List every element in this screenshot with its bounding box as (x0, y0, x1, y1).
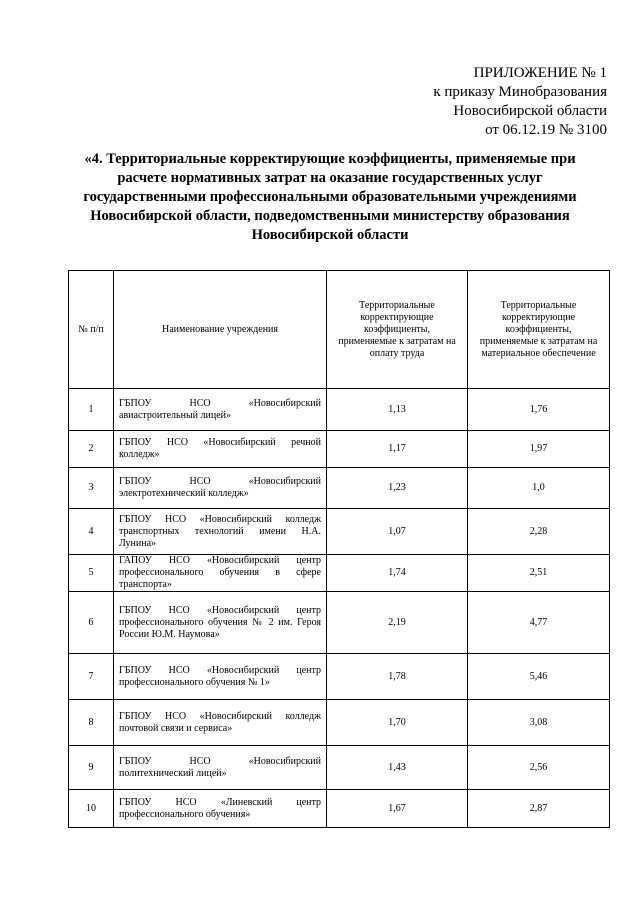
row-number: 10 (69, 790, 114, 828)
labor-coefficient: 1,74 (327, 555, 468, 592)
labor-coefficient: 1,17 (327, 431, 468, 468)
row-number: 6 (69, 592, 114, 654)
order-reference: к приказу Минобразования (433, 84, 607, 100)
region-name: Новосибирской области (453, 103, 607, 119)
material-coefficient: 2,87 (468, 790, 610, 828)
table-row (69, 509, 610, 555)
institution-name: ГБПОУ НСО «Новосибирский авиастроительный лицей» (114, 389, 327, 431)
institution-name: ГБПОУ НСО «Новосибирский центр профессионального обучения № 1» (114, 654, 327, 700)
material-coefficient: 2,56 (468, 746, 610, 790)
institution-name: ГБПОУ НСО «Новосибирский речной колледж» (114, 431, 327, 468)
table-row (69, 654, 610, 700)
row-number: 5 (69, 555, 114, 592)
row-number: 9 (69, 746, 114, 790)
material-coefficient: 2,28 (468, 509, 610, 555)
labor-coefficient: 2,19 (327, 592, 468, 654)
row-number: 8 (69, 700, 114, 746)
table-row (69, 790, 610, 828)
document-title: «4. Территориальные корректирующие коэффициенты, применяемые при расчете нормативных затрат на оказание государственных услуг государственными профессиональными образовательными учреждениями Новосибирской области, подведомственными министерству образования Новосибирской области (83, 151, 577, 243)
appendix-number: ПРИЛОЖЕНИЕ № 1 (473, 65, 607, 81)
row-number: 7 (69, 654, 114, 700)
material-coefficient: 5,46 (468, 654, 610, 700)
labor-coefficient: 1,07 (327, 509, 468, 555)
table-row (69, 746, 610, 790)
row-number: 3 (69, 468, 114, 509)
institution-name: ГБПОУ НСО «Новосибирский электротехнический колледж» (114, 468, 327, 509)
institution-name: ГБПОУ НСО «Новосибирский политехнический лицей» (114, 746, 327, 790)
row-number: 1 (69, 389, 114, 431)
col-header-number: № п/п (69, 271, 114, 389)
table-row (69, 555, 610, 592)
row-number: 2 (69, 431, 114, 468)
col-header-material-coef: Территориальные корректирующие коэффициенты, применяемые к затратам на материальное обеспечение (468, 271, 610, 389)
labor-coefficient: 1,13 (327, 389, 468, 431)
appendix-header (433, 64, 607, 140)
table-row (69, 389, 610, 431)
institution-name: ГБПОУ НСО «Новосибирский центр профессионального обучения № 2 им. Героя России Ю.М. Наумова» (114, 592, 327, 654)
labor-coefficient: 1,78 (327, 654, 468, 700)
material-coefficient: 1,97 (468, 431, 610, 468)
labor-coefficient: 1,67 (327, 790, 468, 828)
material-coefficient: 3,08 (468, 700, 610, 746)
col-header-labor-coef: Территориальные корректирующие коэффициенты, применяемые к затратам на оплату труда (327, 271, 468, 389)
institution-name: ГБПОУ НСО «Линевский центр профессионального обучения» (114, 790, 327, 828)
material-coefficient: 2,51 (468, 555, 610, 592)
institution-name: ГБПОУ НСО «Новосибирский колледж почтовой связи и сервиса» (114, 700, 327, 746)
material-coefficient: 4,77 (468, 592, 610, 654)
labor-coefficient: 1,70 (327, 700, 468, 746)
col-header-institution: Наименование учреждения (114, 271, 327, 389)
coefficients-table (68, 270, 610, 828)
labor-coefficient: 1,23 (327, 468, 468, 509)
labor-coefficient: 1,43 (327, 746, 468, 790)
material-coefficient: 1,76 (468, 389, 610, 431)
order-date: от 06.12.19 № 3100 (485, 122, 607, 138)
table-header-row (69, 271, 610, 389)
material-coefficient: 1,0 (468, 468, 610, 509)
table-row (69, 700, 610, 746)
table-row (69, 468, 610, 509)
row-number: 4 (69, 509, 114, 555)
institution-name: ГБПОУ НСО «Новосибирский колледж транспортных технологий имени Н.А. Лунина» (114, 509, 327, 555)
table-row (69, 592, 610, 654)
table-row (69, 431, 610, 468)
institution-name: ГАПОУ НСО «Новосибирский центр профессионального обучения в сфере транспорта» (114, 555, 327, 592)
